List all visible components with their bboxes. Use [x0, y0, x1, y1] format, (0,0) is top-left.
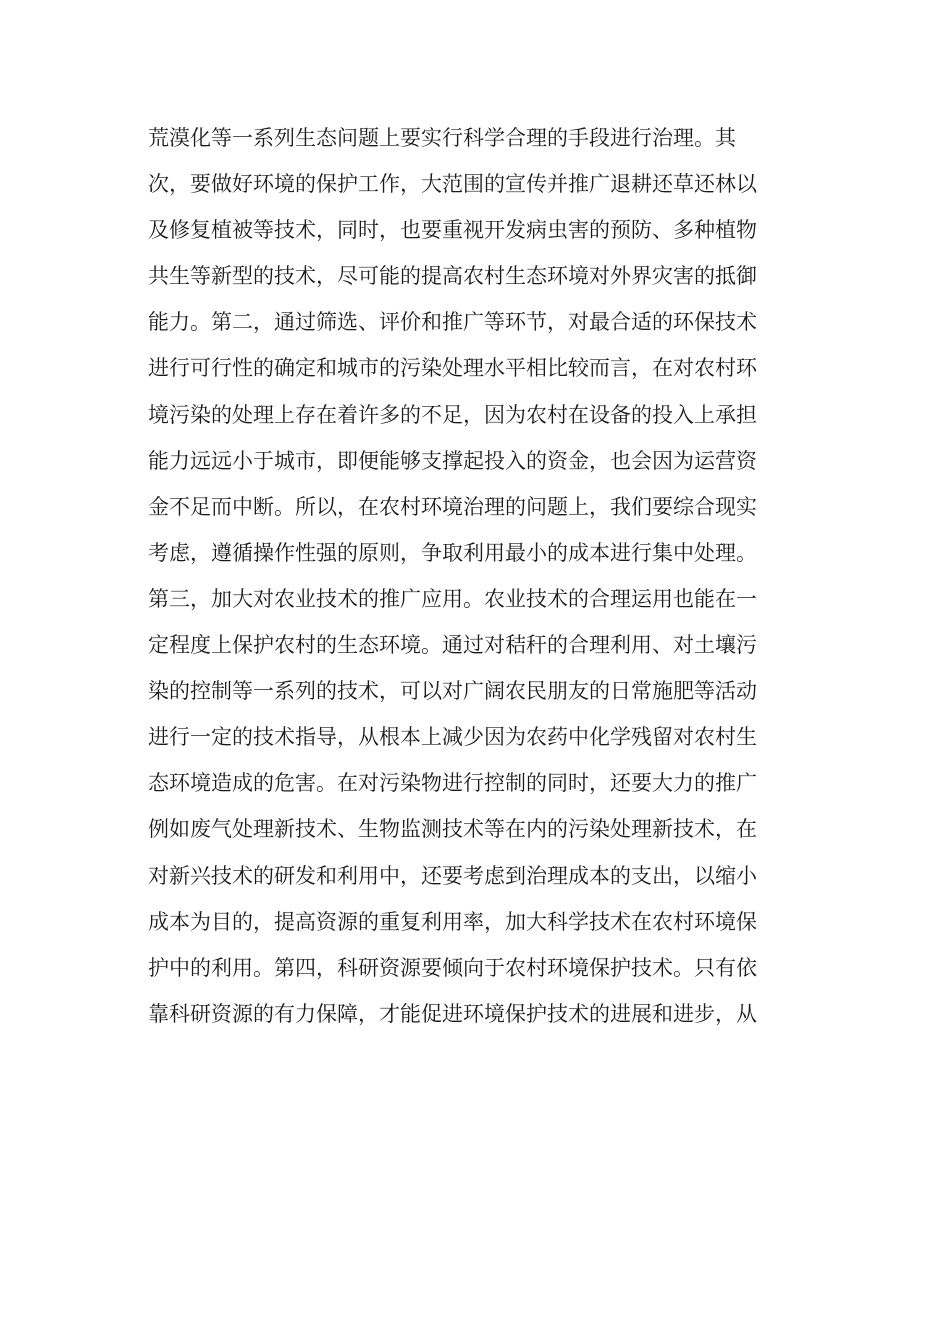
text-line: 定程度上保护农村的生态环境。通过对秸秆的合理利用、对土壤污: [148, 633, 757, 658]
text-line: 进行可行性的确定和城市的污染处理水平相比较而言，在对农村环: [148, 356, 757, 381]
text-line: 能力。第二，通过筛选、评价和推广等环节，对最合适的环保技术: [148, 310, 757, 335]
text-line: 染的控制等一系列的技术，可以对广阔农民朋友的日常施肥等活动: [148, 679, 757, 704]
text-line: 共生等新型的技术，尽可能的提高农村生态环境对外界灾害的抵御: [148, 264, 757, 289]
text-line: 成本为目的，提高资源的重复利用率，加大科学技术在农村环境保: [148, 909, 757, 934]
text-line: 次，要做好环境的保护工作，大范围的宣传并推广退耕还草还林以: [148, 172, 757, 197]
text-line: 考虑，遵循操作性强的原则，争取利用最小的成本进行集中处理。: [148, 540, 757, 565]
text-line: 对新兴技术的研发和利用中，还要考虑到治理成本的支出，以缩小: [148, 863, 757, 888]
text-line: 例如废气处理新技术、生物监测技术等在内的污染处理新技术，在: [148, 817, 757, 842]
text-line: 境污染的处理上存在着许多的不足，因为农村在设备的投入上承担: [148, 402, 757, 427]
text-line: 进行一定的技术指导，从根本上减少因为农药中化学残留对农村生: [148, 725, 757, 750]
text-line: 态环境造成的危害。在对污染物进行控制的同时，还要大力的推广: [148, 771, 757, 796]
text-line: 荒漠化等一系列生态问题上要实行科学合理的手段进行治理。其: [148, 126, 736, 150]
text-line: 能力远远小于城市，即便能够支撑起投入的资金，也会因为运营资: [148, 448, 757, 473]
body-paragraph: [148, 115, 808, 1037]
text-line: 靠科研资源的有力保障，才能促进环境保护技术的进展和进步，从: [148, 1001, 757, 1026]
text-line: 及修复植被等技术，同时，也要重视开发病虫害的预防、多种植物: [148, 218, 757, 243]
text-line: 第三，加大对农业技术的推广应用。农业技术的合理运用也能在一: [148, 586, 757, 611]
text-line: 护中的利用。第四，科研资源要倾向于农村环境保护技术。只有依: [148, 955, 757, 980]
text-line: 金不足而中断。所以，在农村环境治理的问题上，我们要综合现实: [148, 494, 757, 519]
